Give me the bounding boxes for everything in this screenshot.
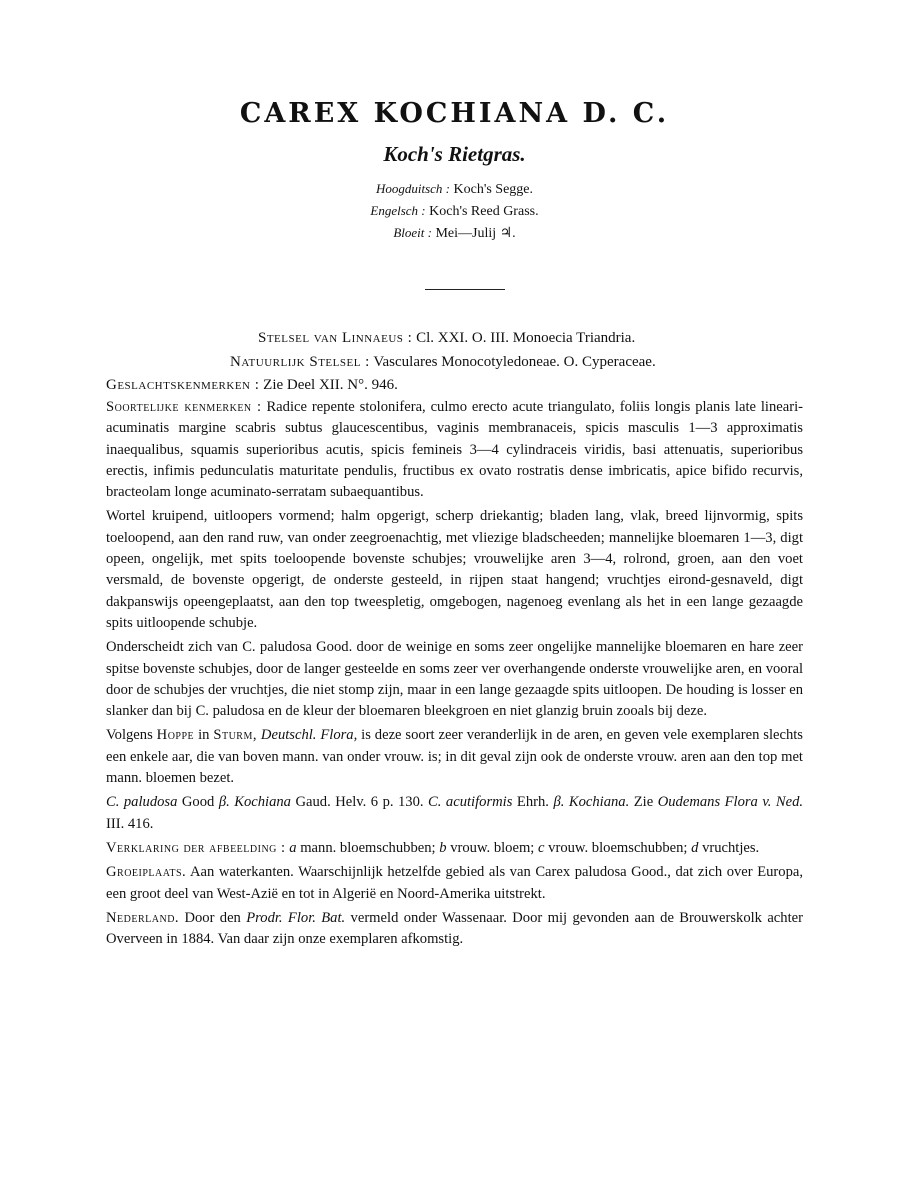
label-habitat: Groeiplaats. (106, 864, 187, 881)
synonym-7: β. Kochiana. (553, 794, 630, 811)
paragraph-figure-legend (106, 838, 803, 859)
label-flowering: Bloeit : (393, 225, 432, 240)
classification-genus (106, 377, 806, 394)
divider-rule (425, 289, 505, 290)
value-german: Koch's Segge. (453, 182, 534, 197)
name-row-flowering (0, 222, 909, 244)
synonym-3: β. Kochiana (218, 794, 291, 811)
page-subtitle: Koch's Rietgras. (383, 142, 526, 166)
page-title: CAREX KOCHIANA D. C. (239, 98, 670, 129)
author-hoppe: Hoppe (156, 727, 195, 744)
legend-c-key: c (538, 839, 545, 856)
synonym-6: Ehrh. (516, 794, 549, 811)
legend-c-text: vrouw. bloemschubben; (548, 839, 688, 856)
name-row-english (0, 200, 909, 222)
legend-b-key: b (439, 839, 447, 856)
author-sturm: Sturm, (213, 727, 258, 744)
label-german: Hoogduitsch : (375, 181, 450, 196)
legend-d-text: vruchtjes. (702, 839, 760, 856)
paragraph-species-characters (106, 397, 803, 503)
paragraph-distinction: Onderscheidt zich van C. paludosa Good. door de weinige en soms zeer ongelijke mannelijke bloemaren en hare zeer spitse bovenste schubjes, door de langer gesteelde en soms zeer ver overhangende onderste vrouwelijke aren, en vooral door de schubjes der vruchtjes, die niet stomp zijn, maar in een lange gezaagde spits uitloopen. De houding is losser en slanker dan bij C. paludosa en de kleur der bloemaren bleekgroen en niet glanzig bruin zooals bij deze. (106, 639, 803, 720)
paragraph-variability (106, 725, 803, 789)
value-linnaeus: Cl. XXI. O. III. Monoecia Triandria. (416, 330, 636, 346)
value-natural: Vasculares Monocotyledoneae. O. Cyperaceae. (373, 354, 656, 370)
value-flowering: Mei—Julij ♃. (435, 226, 516, 241)
label-species-characters: Soortelijke kenmerken : (106, 399, 262, 415)
work-deutschl-flora: Deutschl. Flora, (260, 727, 358, 744)
classification-natural (230, 354, 909, 371)
label-english: Engelsch : (370, 203, 426, 218)
label-netherlands: Nederland. (106, 909, 180, 926)
variability-text: is deze soort zeer veranderlijk in de aren, en geven vele exemplaren slechts een enkele aar, die van boven mann. van onder vrouw. is; in dit geval zijn ook de onderste vrouw. aren aan den top met mann. bloemen bezet. (106, 727, 803, 787)
label-genus: Geslachtskenmerken : (106, 377, 260, 393)
classification-linnaeus (258, 330, 909, 347)
label-natural: Natuurlijk Stelsel : (230, 354, 370, 370)
label-linnaeus: Stelsel van Linnaeus : (258, 330, 413, 346)
synonym-8: Zie (633, 794, 654, 811)
value-english: Koch's Reed Grass. (429, 204, 539, 219)
text-species-characters: Radice repente stolonifera, culmo erecto acute triangulato, foliis longis planis late lineari-acuminatis margine scabris subtus glaucescentibus, vaginis membranaceis, spicis masculis 1—3 approximatis inaequalibus, squamis superioribus acutis, spicis femineis 3—4 cylindraceis viridis, basi attenuatis, superioribus erectis, infimis pedunculatis maturitate pendulis, fructibus ex ovato rostratis dense imbricatis, apice bifido recurvis, bracteolam longe acuminato-serratam subaequantibus. (106, 399, 803, 501)
value-genus: Zie Deel XII. N°. 946. (263, 377, 398, 393)
paragraph-netherlands (106, 908, 803, 951)
synonym-1: C. paludosa (106, 794, 178, 811)
synonym-5: C. acutiformis (428, 794, 513, 811)
paragraph-description: Wortel kruipend, uitloopers vormend; halm opgerigt, scherp driekantig; bladen lang, vlak, breed lijnvormig, spits toeloopend, aan den rand ruw, van onder zeegroenachtig, met vliezige bladscheeden; mannelijke bloemaren 1—3, digt opeen, ongelijk, met spits toeloopende bovenste schubjes; vrouwelijke aren 3—4, rolrond, groen, aan den voet versmald, de bovenste opgerigt, de onderste gesteeld, in rijpen staat hangend; vruchtjes eirond-gesnaveld, digt dakpanswijs opeengeplaatst, aan den top tweespletig, omgebogen, nagenoeg evenlang als het in een lange gezaagde spits uitloopende schubje. (106, 508, 803, 631)
label-figure-legend: Verklaring der afbeelding : (106, 839, 286, 856)
common-names (0, 178, 909, 244)
legend-d-key: d (691, 839, 699, 856)
synonym-4: Gaud. Helv. 6 p. 130. (295, 794, 424, 811)
synonym-10: III. 416. (106, 815, 154, 832)
paragraph-habitat (106, 862, 803, 905)
synonym-2: Good (181, 794, 215, 811)
text-habitat: Aan waterkanten. Waarschijnlijk hetzelfde gebied als van Carex paludosa Good., dat zich over Europa, een groot deel van West-Azië en tot in Algerië en Noord-Amerika uitstrekt. (106, 864, 804, 902)
legend-a-key: a (289, 839, 297, 856)
legend-b-text: vrouw. bloem; (450, 839, 535, 856)
synonym-9: Oudemans Flora v. Ned. (657, 794, 804, 811)
name-row-german (0, 178, 909, 200)
paragraph-synonyms (106, 792, 803, 835)
netherlands-text-a: Door den (184, 909, 241, 926)
netherlands-text-b: vermeld onder Wassenaar. Door mij gevonden aan de Brouwerskolk achter Overveen in 1884. Van daar zijn onze exemplaren afkomstig. (106, 909, 803, 948)
document-body (106, 397, 803, 953)
legend-a-text: mann. bloemschubben; (300, 839, 436, 856)
volgens-text: Volgens (106, 727, 153, 744)
volgens-in: in (198, 727, 210, 744)
work-prodr-flor-bat: Prodr. Flor. Bat. (246, 909, 346, 926)
